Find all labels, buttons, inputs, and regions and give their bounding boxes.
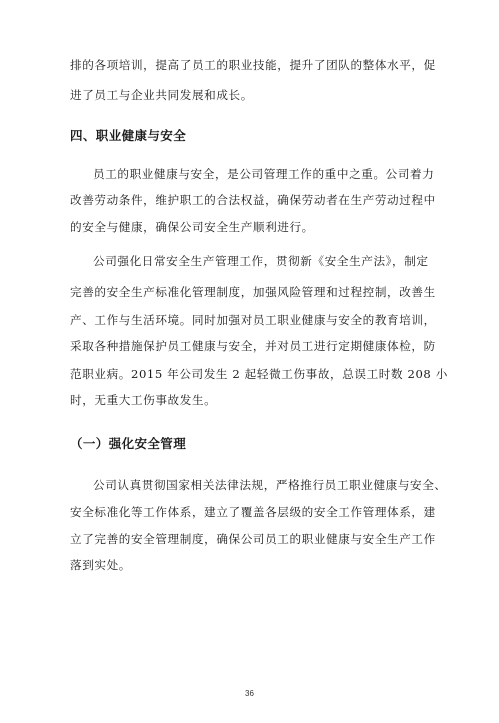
paragraph-line: 采取各种措施保护员工健康与安全，并对员工进行定期健康体检，防 — [70, 339, 436, 353]
subsection-heading: （一）强化安全管理 — [70, 436, 187, 451]
page-number: 36 — [245, 689, 254, 698]
paragraph-line: 范职业病。2015 年公司发生 2 起轻微工伤事故，总误工时数 208 小 — [70, 367, 448, 381]
paragraph-line: 落到实处。 — [70, 558, 131, 572]
paragraph-line: 改善劳动条件，维护职工的合法权益，确保劳动者在生产劳动过程中 — [70, 193, 436, 207]
paragraph-line: 公司强化日常安全生产管理工作，贯彻新《安全生产法》，制定 — [93, 254, 429, 268]
paragraph-line: 的安全与健康，确保公司安全生产顺利进行。 — [70, 220, 314, 234]
paragraph-line: 员工的职业健康与安全，是公司管理工作的重中之重。公司着力 — [93, 167, 435, 181]
paragraph-line: 安全标准化等工作体系，建立了覆盖各层级的安全工作管理体系，建 — [70, 505, 436, 519]
section-heading: 四、职业健康与安全 — [70, 128, 187, 143]
paragraph-line: 完善的安全生产标准化管理制度，加强风险管理和过程控制，改善生 — [70, 285, 436, 299]
paragraph-line: 时，无重大工伤事故发生。 — [70, 393, 217, 407]
paragraph-line: 公司认真贯彻国家相关法律法规，严格推行员工职业健康与安全、 — [93, 478, 447, 492]
paragraph-line: 排的各项培训，提高了员工的职业技能，提升了团队的整体水平，促 — [70, 58, 436, 72]
paragraph-line: 立了完善的安全管理制度，确保公司员工的职业健康与安全生产工作 — [70, 532, 436, 546]
paragraph-line: 进了员工与企业共同发展和成长。 — [70, 88, 253, 102]
paragraph-line: 产、工作与生活环境。同时加强对员工职业健康与安全的教育培训， — [70, 313, 436, 327]
